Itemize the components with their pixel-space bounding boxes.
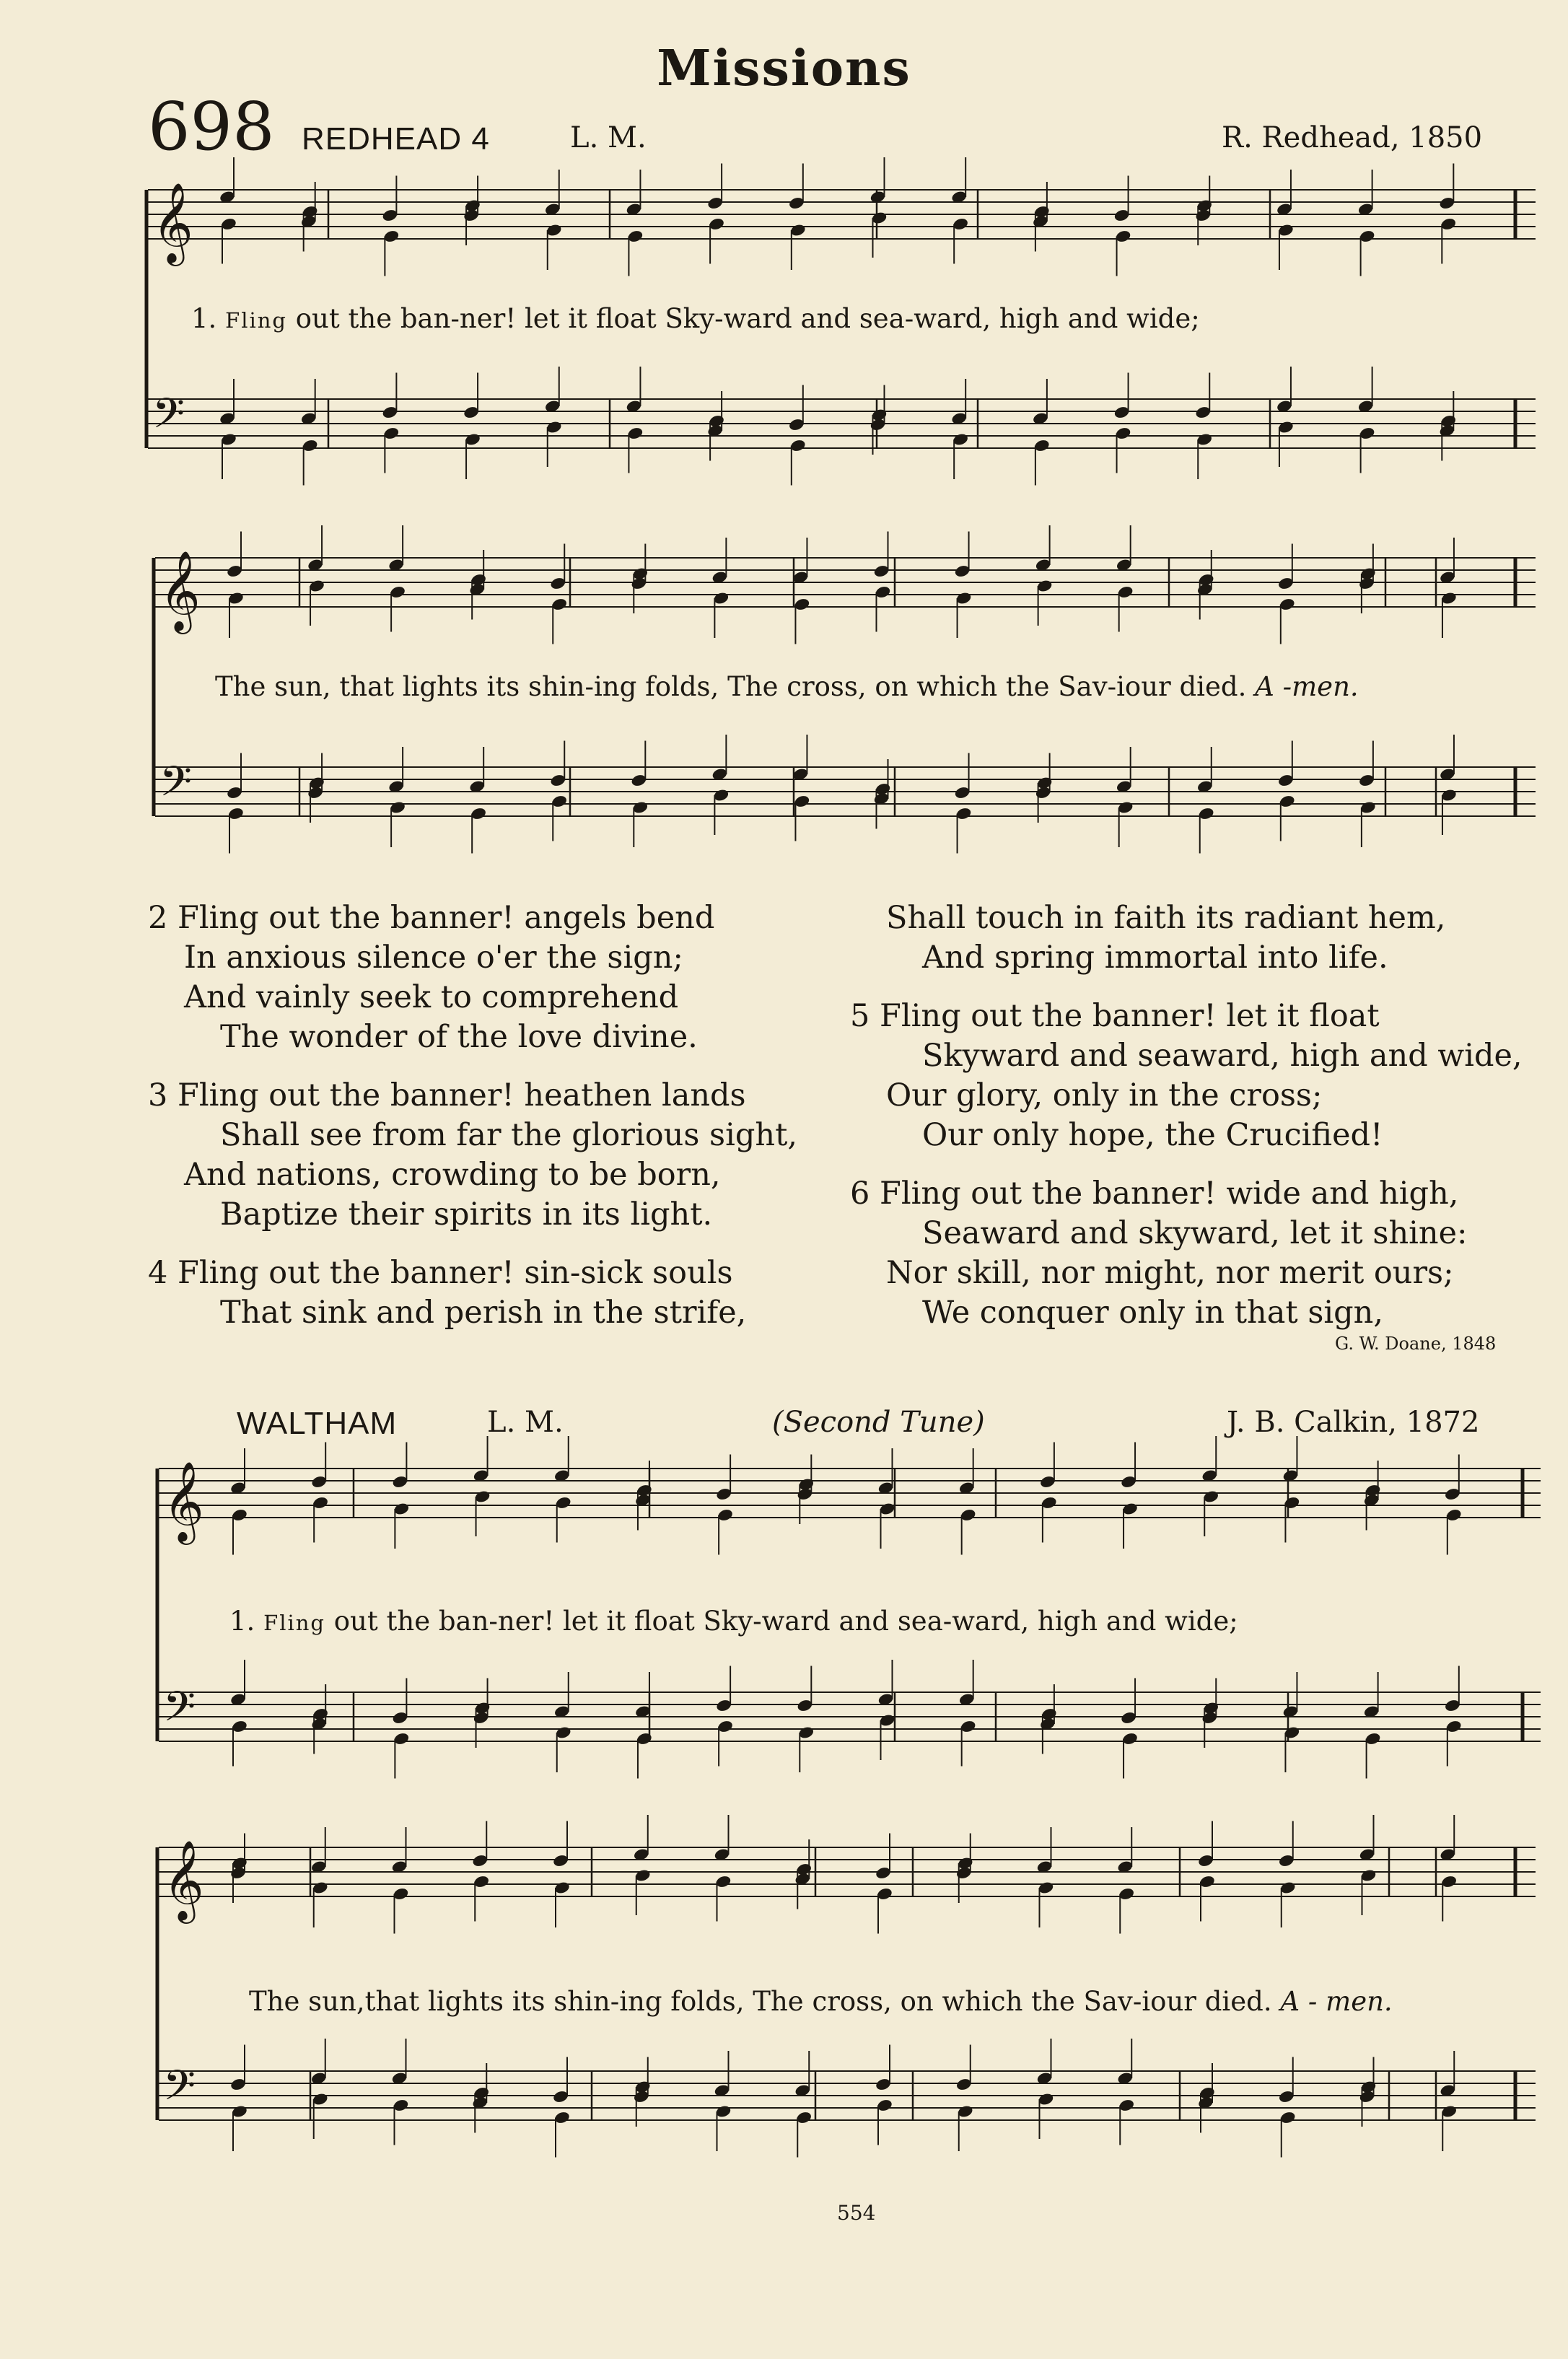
verse-number: 4	[148, 1255, 168, 1291]
verse-3	[148, 1076, 797, 1235]
lyric-text: The sun, that lights its shin-ing folds, The cross, on which the Sav-iour died.	[215, 671, 1247, 702]
section-title: Missions	[657, 40, 911, 97]
bass-clef: 𝄢	[152, 389, 185, 448]
verse-line: Shall touch in faith its radiant hem,	[886, 900, 1446, 936]
verse-line: And spring immortal into life.	[922, 940, 1388, 976]
treble-clef: 𝄞	[163, 1461, 204, 1541]
verse-line: Shall see from far the glorious sight,	[220, 1117, 798, 1153]
verse-line: Baptize their spirits in its light.	[220, 1196, 713, 1233]
verses-left-column	[148, 898, 797, 1333]
lyric-amen: A -men.	[1255, 671, 1359, 702]
tune-meter-2: L. M.	[487, 1406, 564, 1439]
bass-clef: 𝄢	[163, 1682, 196, 1741]
page-number: 554	[837, 2201, 876, 2225]
lyric-text: out the ban-ner! let it float Sky-ward and sea-ward, high and wide;	[333, 1606, 1238, 1637]
tune-composer-2: J. B. Calkin, 1872	[1227, 1406, 1480, 1439]
lyric-verse-number: 1.	[191, 303, 217, 334]
lyric-line-3	[229, 1606, 1238, 1637]
lyric-line-1	[191, 303, 1200, 334]
tune-name-1: REDHEAD 4	[302, 121, 490, 157]
verse-2	[148, 898, 797, 1057]
treble-clef: 𝄞	[163, 1839, 204, 1920]
verse-line: The wonder of the love divine.	[220, 1019, 698, 1055]
tune-composer-1: R. Redhead, 1850	[1222, 121, 1483, 154]
verse-line: Nor skill, nor might, nor merit ours;	[886, 1255, 1454, 1291]
bass-clef: 𝄢	[159, 757, 193, 816]
verse-line: Fling out the banner! let it float	[880, 998, 1380, 1034]
lyric-text: The sun,that lights its shin-ing folds, The cross, on which the Sav-iour died.	[249, 1986, 1272, 2017]
lyric-line-4	[249, 1986, 1393, 2017]
treble-clef: 𝄞	[159, 550, 201, 631]
verse-line: And vainly seek to comprehend	[184, 979, 679, 1015]
lyric-first-word: Fling	[225, 308, 287, 333]
verse-line: Our only hope, the Crucified!	[922, 1117, 1383, 1153]
verse-number: 6	[850, 1176, 870, 1212]
verse-line: Fling out the banner! wide and high,	[880, 1176, 1459, 1212]
verse-4	[148, 1253, 797, 1333]
verse-line: Fling out the banner! sin-sick souls	[178, 1255, 733, 1291]
verse-5	[850, 997, 1543, 1155]
bass-clef: 𝄢	[163, 2061, 196, 2120]
verse-number: 3	[148, 1077, 168, 1113]
verse-line: That sink and perish in the strife,	[220, 1295, 747, 1331]
verse-line: In anxious silence o'er the sign;	[184, 940, 683, 976]
lyric-verse-number: 1.	[229, 1606, 255, 1637]
verse-line: Skyward and seaward, high and wide,	[922, 1038, 1523, 1074]
verse-6	[850, 1174, 1543, 1333]
verse-number: 5	[850, 998, 870, 1034]
verse-line: Our glory, only in the cross;	[886, 1077, 1323, 1113]
tune-meter-1: L. M.	[570, 121, 647, 154]
hymn-number: 698	[148, 88, 275, 165]
verse-4-continuation	[850, 898, 1543, 978]
verse-number: 2	[148, 900, 168, 936]
hymn-author: G. W. Doane, 1848	[1335, 1334, 1497, 1354]
lyric-first-word: Fling	[263, 1611, 325, 1635]
verse-line: Seaward and skyward, let it shine:	[922, 1215, 1468, 1251]
verses-right-column	[850, 898, 1543, 1333]
lyric-text: out the ban-ner! let it float Sky-ward and sea-ward, high and wide;	[295, 303, 1200, 334]
treble-clef: 𝄞	[152, 182, 193, 263]
lyric-amen: A - men.	[1280, 1986, 1393, 2017]
verse-line: And nations, crowding to be born,	[184, 1157, 721, 1193]
tune-name-2: WALTHAM	[237, 1406, 398, 1441]
lyric-line-2	[215, 671, 1359, 702]
verse-line: We conquer only in that sign,	[922, 1295, 1384, 1331]
verse-line: Fling out the banner! heathen lands	[178, 1077, 746, 1113]
verse-line: Fling out the banner! angels bend	[178, 900, 715, 936]
tune-subtitle-2: (Second Tune)	[772, 1406, 985, 1439]
